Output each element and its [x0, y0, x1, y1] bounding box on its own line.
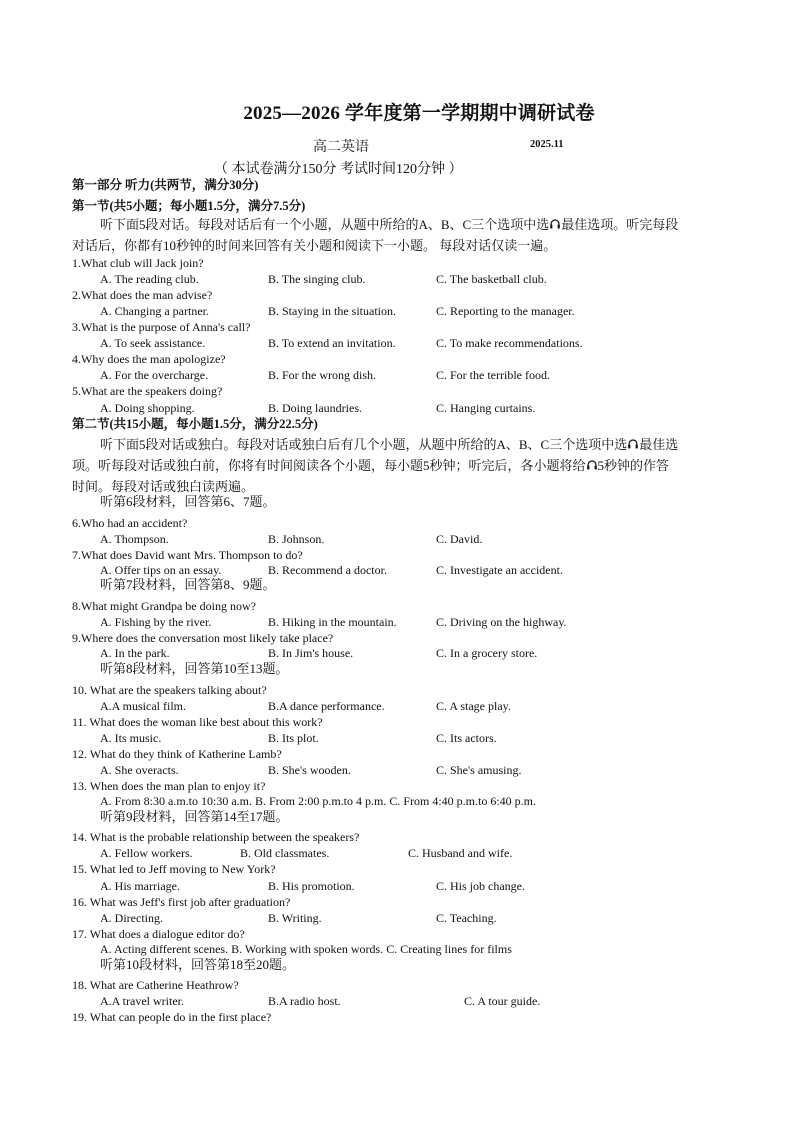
exam-title: 2025—2026 学年度第一学期期中调研试卷	[243, 103, 595, 124]
option-c: C. His job change.	[436, 879, 525, 893]
option-a: A. For the overcharge.	[100, 368, 209, 382]
section1-instructions	[72, 214, 724, 256]
question-8: 8.What might Grandpa be doing now?	[72, 599, 256, 613]
option-a: A.A musical film.	[100, 699, 186, 713]
option-a: A. Doing shopping.	[100, 401, 195, 415]
option-b: B. Hiking in the mountain.	[268, 615, 397, 629]
question-4: 4.Why does the man apologize?	[72, 352, 226, 366]
option-c: C. Husband and wife.	[408, 846, 513, 860]
option-c: C. Hanging curtains.	[436, 401, 536, 415]
material-8-note: 听第8段材料，回答第10至13题。	[100, 661, 289, 676]
option-c: C. Teaching.	[436, 911, 497, 925]
part1-heading: 第一部分 听力(共两节，满分30分)	[72, 178, 259, 192]
option-b: B. The singing club.	[268, 272, 366, 286]
option-c: C. For the terrible food.	[436, 368, 550, 382]
question-13: 13. When does the man plan to enjoy it?	[72, 779, 266, 793]
material-10-note: 听第10段材料，回答第18至20题。	[100, 957, 296, 972]
question-1: 1.What club will Jack join?	[72, 256, 204, 270]
option-c: C. She's amusing.	[436, 763, 522, 777]
option-c: C. Driving on the highway.	[436, 615, 567, 629]
option-b: B. Its plot.	[268, 731, 319, 745]
material-7-note: 听第7段材料，回答第8、9题。	[100, 577, 276, 592]
question-11: 11. What does the woman like best about this work?	[72, 715, 323, 729]
option-c: C. The basketball club.	[436, 272, 547, 286]
option-b: B. In Jim's house.	[268, 646, 354, 660]
option-b: B. His promotion.	[268, 879, 355, 893]
instructions-text: 时间。每段对话或独白读两遍。	[72, 479, 255, 494]
option-a: A. Fishing by the river.	[100, 615, 212, 629]
instructions-text: 5秒钟的作答	[597, 458, 670, 473]
option-a: A. She overacts.	[100, 763, 179, 777]
question-19: 19. What can people do in the first place?	[72, 1010, 272, 1024]
option-c: C. A tour guide.	[464, 994, 541, 1008]
question-12: 12. What do they think of Katherine Lamb?	[72, 747, 282, 761]
option-a: A.A travel writer.	[100, 994, 184, 1008]
headphones-icon	[586, 459, 598, 471]
section1-heading: 第一节(共5小题；每小题1.5分，满分7.5分)	[72, 199, 306, 213]
option-c: C. In a grocery store.	[436, 646, 538, 660]
option-b: B.A dance performance.	[268, 699, 385, 713]
question-7: 7.What does David want Mrs. Thompson to do?	[72, 548, 303, 562]
question-14: 14. What is the probable relationship between the speakers?	[72, 830, 360, 844]
question-3: 3.What is the purpose of Anna's call?	[72, 320, 251, 334]
option-a: A. The reading club.	[100, 272, 199, 286]
question-15: 15. What led to Jeff moving to New York?	[72, 862, 276, 876]
instructions-text: 最佳选项。听完每段	[561, 217, 679, 232]
option-c: C. Its actors.	[436, 731, 497, 745]
option-b: B. She's wooden.	[268, 763, 351, 777]
option-b: B. Old classmates.	[240, 846, 330, 860]
option-a: A. In the park.	[100, 646, 170, 660]
instructions-text: 听下面5段对话。每段对话后有一个小题，从题中所给的A、B、C三个选项中选	[100, 217, 550, 232]
option-b: B. To extend an invitation.	[268, 336, 396, 350]
option-a: A. Directing.	[100, 911, 163, 925]
option-b: B. Doing laundries.	[268, 401, 362, 415]
question-6: 6.Who had an accident?	[72, 516, 188, 530]
instructions-text: 对话后，你都有10秒钟的时间来回答有关小题和阅读下一小题。 每段对话仅读一遍。	[72, 238, 557, 253]
section2-instructions	[72, 434, 724, 497]
option-a: A. Fellow workers.	[100, 846, 193, 860]
option-b: B.A radio host.	[268, 994, 341, 1008]
material-9-note: 听第9段材料，回答第14至17题。	[100, 809, 289, 824]
option-b: B. For the wrong dish.	[268, 368, 376, 382]
option-c: C. To make recommendations.	[436, 336, 583, 350]
question-5: 5.What are the speakers doing?	[72, 384, 223, 398]
instructions-text: 最佳选	[639, 437, 679, 452]
section2-heading: 第二节(共15小题，每小题1.5分，满分22.5分)	[72, 417, 318, 431]
headphones-icon	[549, 218, 561, 230]
option-b: B. Recommend a doctor.	[268, 563, 387, 577]
material-6-note: 听第6段材料，回答第6、7题。	[100, 494, 276, 509]
option-a: A. Thompson.	[100, 532, 169, 546]
options-combined: A. Acting different scenes. B. Working with spoken words. C. Creating lines for films	[100, 942, 512, 956]
question-2: 2.What does the man advise?	[72, 288, 213, 302]
option-b: B. Johnson.	[268, 532, 325, 546]
headphones-icon	[627, 438, 639, 450]
option-a: A. Its music.	[100, 731, 162, 745]
instructions-text: 听下面5段对话或独白。每段对话或独白后有几个小题，从题中所给的A、B、C三个选项中选	[100, 437, 628, 452]
option-a: A. His marriage.	[100, 879, 180, 893]
question-17: 17. What does a dialogue editor do?	[72, 927, 245, 941]
option-c: C. David.	[436, 532, 483, 546]
exam-subject: 高二英语	[313, 140, 369, 155]
option-c: C. A stage play.	[436, 699, 511, 713]
option-c: C. Reporting to the manager.	[436, 304, 575, 318]
exam-info: （ 本试卷满分150分 考试时间120分钟 ）	[214, 162, 463, 177]
option-c: C. Investigate an accident.	[436, 563, 563, 577]
options-combined: A. From 8:30 a.m.to 10:30 a.m. B. From 2:00 p.m.to 4 p.m. C. From 4:40 p.m.to 6:40 p.m.	[100, 794, 537, 808]
option-a: A. To seek assistance.	[100, 336, 206, 350]
option-a: A. Changing a partner.	[100, 304, 209, 318]
instructions-text: 项。听每段对话或独白前，你将有时间阅读各个小题，每小题5秒钟；听完后，各小题将给	[72, 458, 586, 473]
question-9: 9.Where does the conversation most likely take place?	[72, 631, 334, 645]
question-18: 18. What are Catherine Heathrow?	[72, 978, 239, 992]
option-a: A. Offer tips on an essay.	[100, 563, 222, 577]
option-b: B. Writing.	[268, 911, 322, 925]
option-b: B. Staying in the situation.	[268, 304, 396, 318]
exam-date: 2025.11	[530, 139, 564, 150]
question-16: 16. What was Jeff's first job after graduation?	[72, 895, 291, 909]
question-10: 10. What are the speakers talking about?	[72, 683, 267, 697]
